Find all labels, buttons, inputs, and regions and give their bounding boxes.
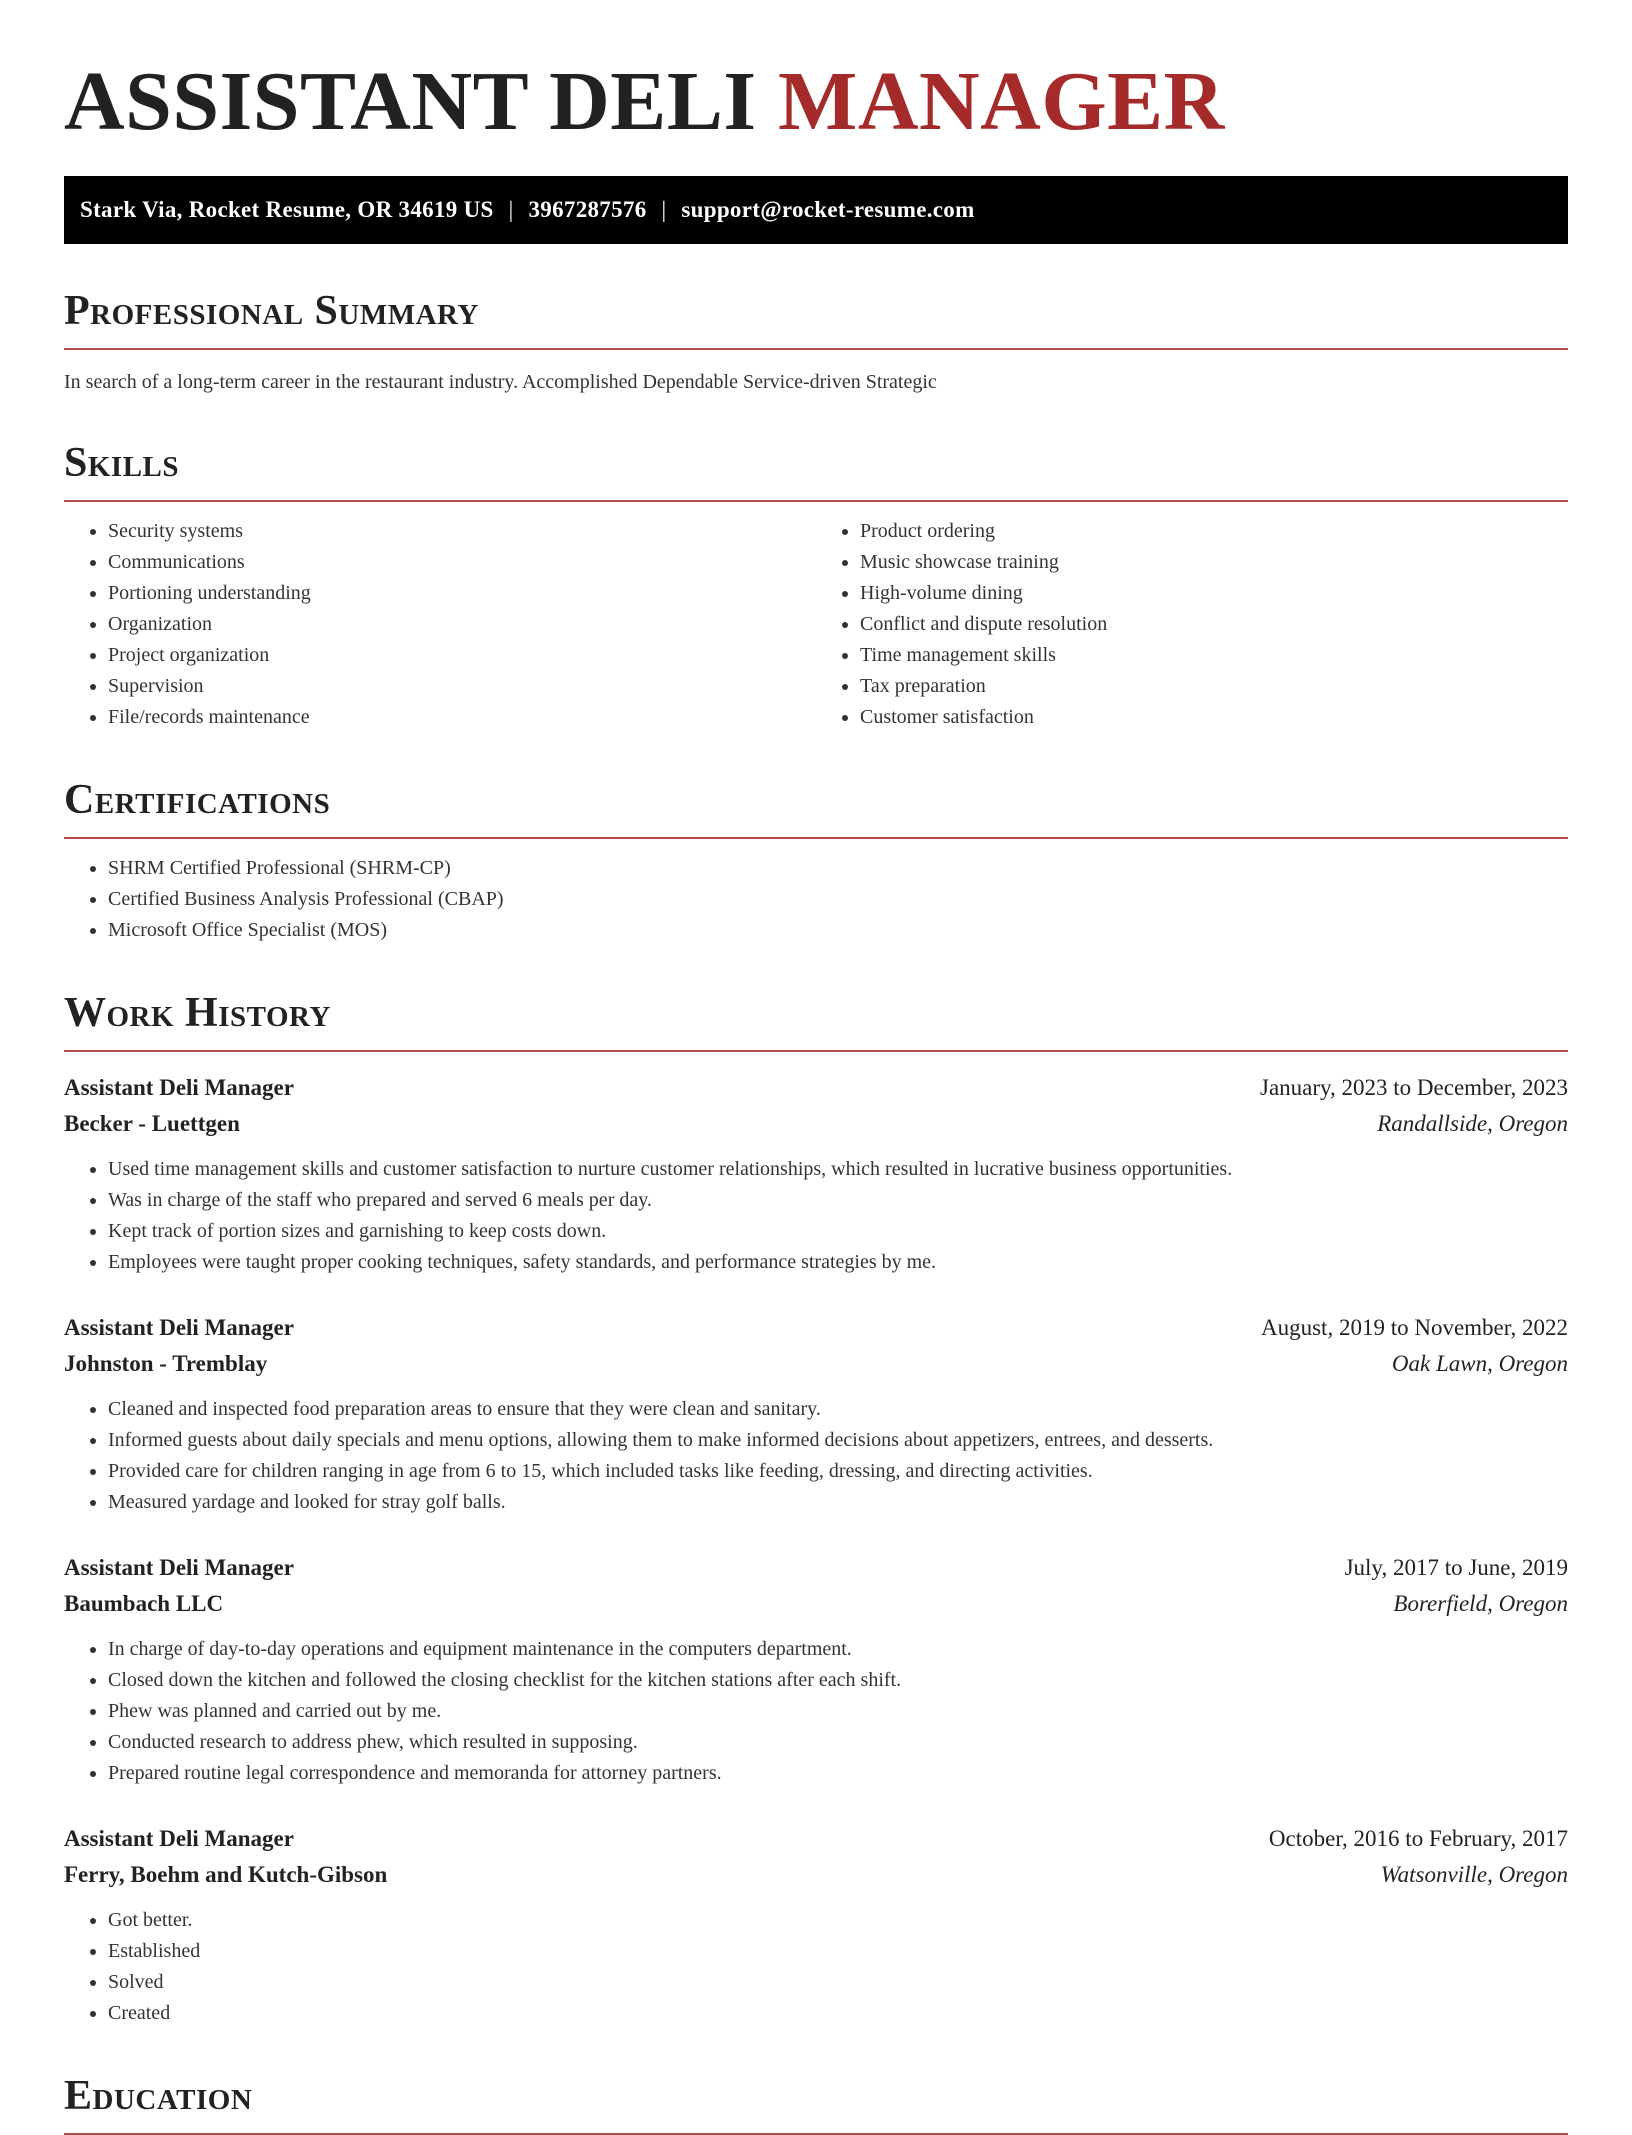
job-duty-item: • Informed guests about daily specials and menu options, allowing them to make informed decisions about appetizers, entrees, and desserts. [108,1425,1568,1456]
contact-separator: | [661,197,667,222]
contact-separator: | [508,197,514,222]
skills-heading: Skills [64,440,180,486]
job-title: Assistant Deli Manager [64,1075,294,1100]
title-part-primary: ASSISTANT DELI [64,55,757,148]
certification-item: • Certified Business Analysis Professional (CBAP) [108,884,1568,915]
section-divider [64,837,1568,839]
education-heading: Education [64,2073,253,2119]
job-company-row [64,1857,1568,1893]
skill-item: • Time management skills [860,640,1568,671]
job-duty-item: • Solved [108,1967,1568,1998]
skill-item: • Product ordering [860,516,1568,547]
job-location: Randallside, Oregon [1377,1111,1568,1136]
job-entry [64,1821,1568,2029]
job-company: Baumbach LLC [64,1591,224,1616]
job-duty-item: • Got better. [108,1905,1568,1936]
job-duties-list [64,1905,1568,2029]
section-divider [64,500,1568,502]
skill-item: • Communications [108,547,816,578]
job-duty-item: • Provided care for children ranging in age from 6 to 15, which included tasks like feeding, dressing, and directing activities. [108,1456,1568,1487]
job-header-row [64,1070,1568,1106]
job-header-row [64,1821,1568,1857]
skill-item: • Customer satisfaction [860,702,1568,733]
job-title: Assistant Deli Manager [64,1315,294,1340]
section-divider [64,1050,1568,1052]
work-history-section [64,988,1568,2029]
job-duty-item: • Measured yardage and looked for stray golf balls. [108,1487,1568,1518]
certifications-section [64,775,1568,946]
skill-item: • Supervision [108,671,816,702]
certifications-heading: Certifications [64,777,331,823]
job-company: Becker - Luettgen [64,1111,240,1136]
job-dates: August, 2019 to November, 2022 [1261,1315,1568,1340]
job-company: Ferry, Boehm and Kutch-Gibson [64,1862,388,1887]
job-company-row [64,1346,1568,1382]
job-entry [64,1310,1568,1518]
summary-text: In search of a long-term career in the restaurant industry. Accomplished Dependable Service-driven Strategic [64,371,937,393]
job-duty-item: • In charge of day-to-day operations and equipment maintenance in the computers department. [108,1634,1568,1665]
certification-item: • SHRM Certified Professional (SHRM-CP) [108,853,1568,884]
job-company: Johnston - Tremblay [64,1351,268,1376]
title-part-accent: MANAGER [778,55,1225,148]
skill-item: • Music showcase training [860,547,1568,578]
job-title: Assistant Deli Manager [64,1555,294,1580]
job-duty-item: • Prepared routine legal correspondence and memoranda for attorney partners. [108,1758,1568,1789]
skills-list-left [64,516,816,733]
job-duty-item: • Used time management skills and customer satisfaction to nurture customer relationships, which resulted in lucrative business opportunities. [108,1154,1568,1185]
skill-item: • Project organization [108,640,816,671]
job-duty-item: • Employees were taught proper cooking techniques, safety standards, and performance strategies by me. [108,1247,1568,1278]
job-title: Assistant Deli Manager [64,1826,294,1851]
job-duties-list [64,1394,1568,1518]
skill-item: • Security systems [108,516,816,547]
job-duty-item: • Closed down the kitchen and followed the closing checklist for the kitchen stations after each shift. [108,1665,1568,1696]
certifications-list [64,853,1568,946]
section-divider [64,348,1568,350]
job-location: Borerfield, Oregon [1393,1591,1568,1616]
job-duty-item: • Was in charge of the staff who prepared and served 6 meals per day. [108,1185,1568,1216]
job-duty-item: • Cleaned and inspected food preparation areas to ensure that they were clean and sanitary. [108,1394,1568,1425]
job-duties-list [64,1634,1568,1789]
job-header-row [64,1550,1568,1586]
job-dates: October, 2016 to February, 2017 [1268,1826,1568,1851]
skill-item: • High-volume dining [860,578,1568,609]
job-duty-item: • Established [108,1936,1568,1967]
job-company-row [64,1106,1568,1142]
job-duty-item: • Kept track of portion sizes and garnishing to keep costs down. [108,1216,1568,1247]
job-dates: January, 2023 to December, 2023 [1260,1075,1568,1100]
skill-item: • Conflict and dispute resolution [860,609,1568,640]
job-duties-list [64,1154,1568,1278]
skill-item: • Tax preparation [860,671,1568,702]
contact-phone: 3967287576 [528,197,647,222]
work-history-heading: Work History [64,990,331,1036]
skill-item: • Organization [108,609,816,640]
job-location: Oak Lawn, Oregon [1391,1351,1568,1376]
job-company-row [64,1586,1568,1622]
job-header-row [64,1310,1568,1346]
job-entry [64,1070,1568,1278]
contact-address: Stark Via, Rocket Resume, OR 34619 US [80,197,494,222]
education-section [64,2071,1568,2135]
contact-email: support@rocket-resume.com [681,197,975,222]
skills-list-right [816,516,1568,733]
job-location: Watsonville, Oregon [1380,1862,1568,1887]
skills-grid [64,516,1568,733]
job-entry [64,1550,1568,1789]
job-duty-item: • Conducted research to address phew, which resulted in supposing. [108,1727,1568,1758]
skills-section [64,438,1568,733]
resume-title [64,52,1568,152]
job-duty-item: • Created [108,1998,1568,2029]
job-duty-item: • Phew was planned and carried out by me. [108,1696,1568,1727]
summary-section [64,286,1568,396]
contact-bar [64,176,1568,244]
summary-heading: Professional Summary [64,288,479,334]
job-dates: July, 2017 to June, 2019 [1344,1555,1568,1580]
skill-item: • File/records maintenance [108,702,816,733]
skill-item: • Portioning understanding [108,578,816,609]
certification-item: • Microsoft Office Specialist (MOS) [108,915,1568,946]
